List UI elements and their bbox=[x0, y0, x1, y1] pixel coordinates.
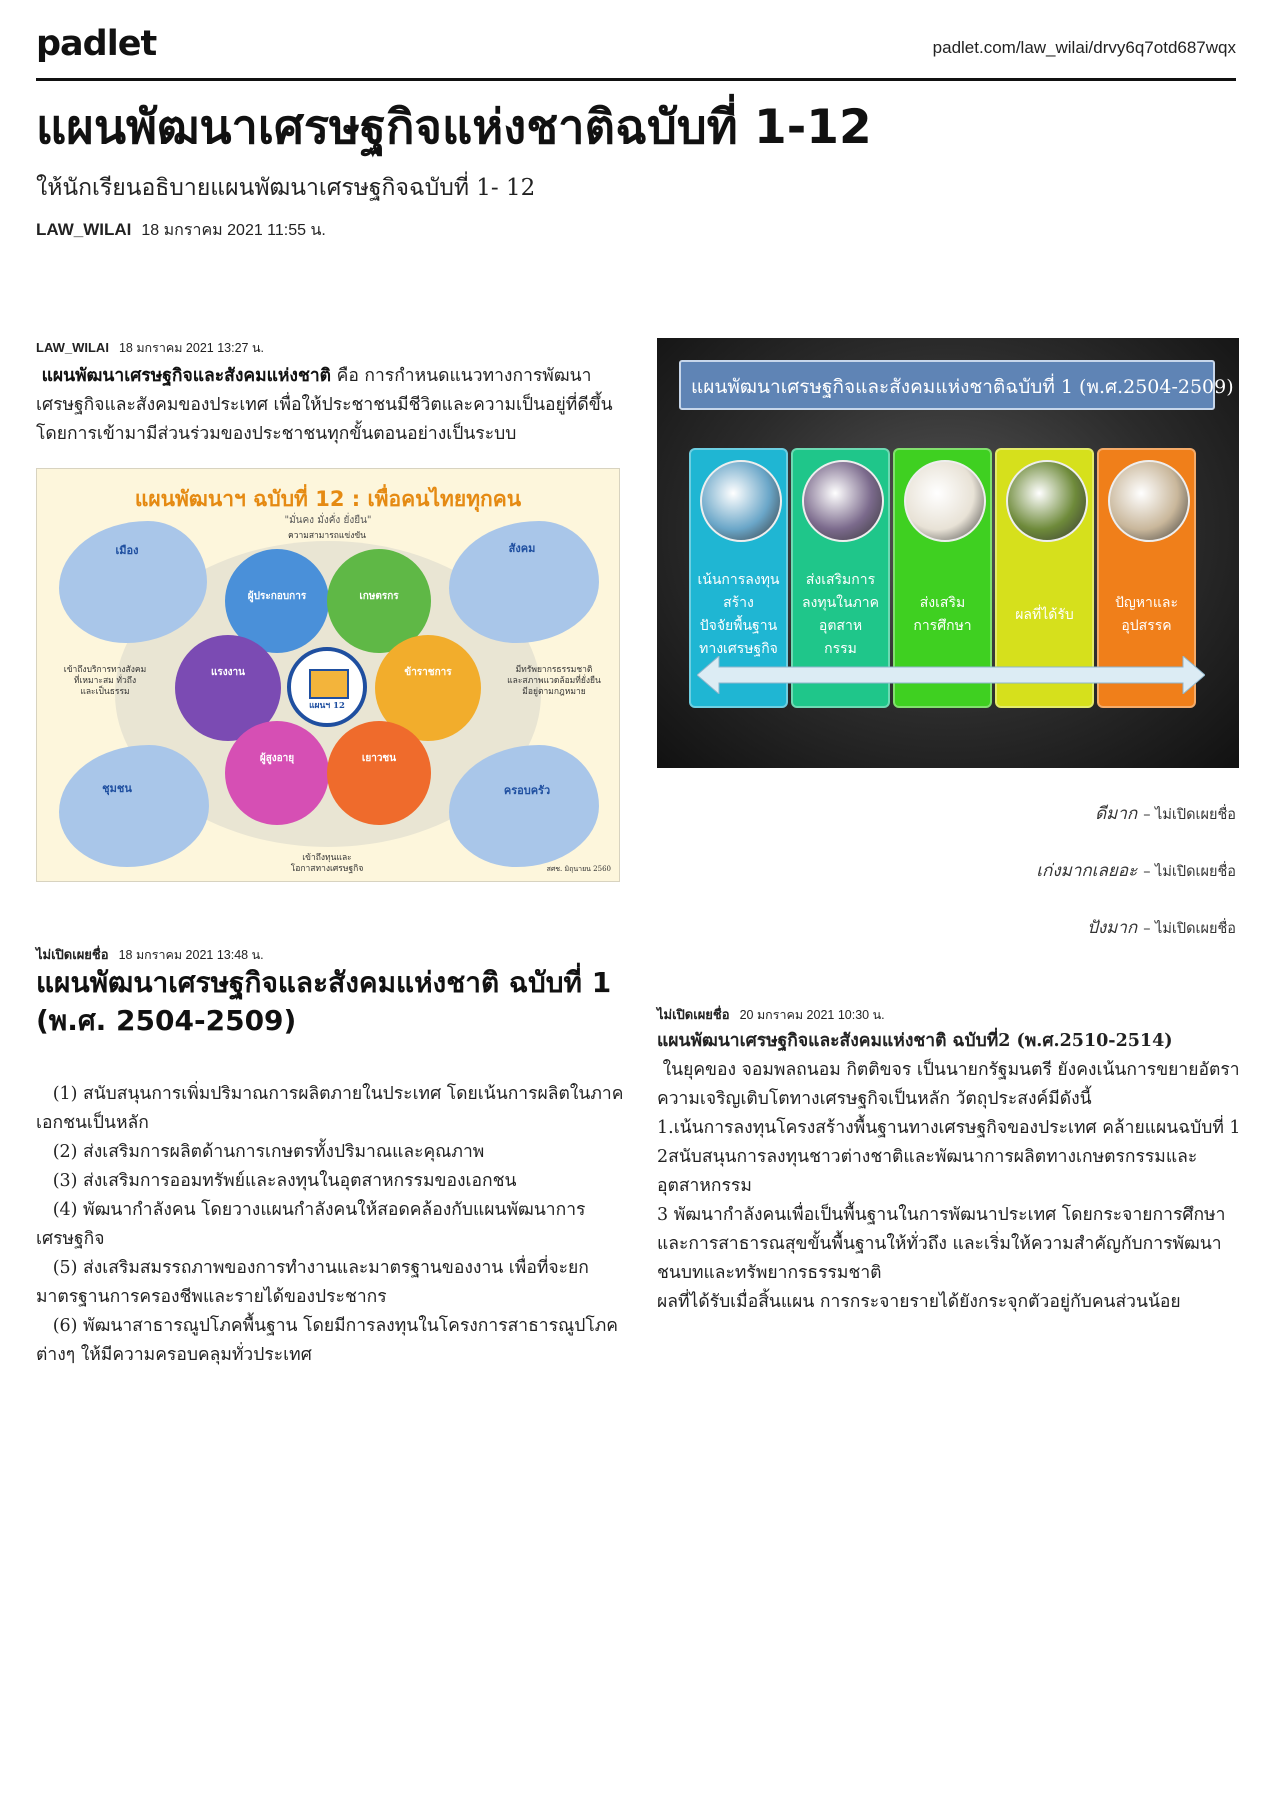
card-text-line: อุปสรรค bbox=[1121, 618, 1172, 634]
ring-label: ความสามารถแข่งขัน bbox=[288, 531, 366, 541]
post-body-line: เอกชนเป็นหลัก bbox=[36, 1113, 149, 1133]
post-body-line: 3 พัฒนากำลังคนเพื่อเป็นพื้นฐานในการพัฒนาประเทศ โดยกระจายการศึกษา bbox=[657, 1205, 1226, 1225]
leaf-city-label: เมือง bbox=[115, 544, 139, 557]
post-body-line: 2สนับสนุนการลงทุนชาวต่างชาติและพัฒนาการผลิตทางเกษตรกรรมและ bbox=[657, 1147, 1198, 1167]
card-text-line: ผลที่ได้รับ bbox=[1015, 606, 1074, 623]
board-description: ให้นักเรียนอธิบายแผนพัฒนาเศรษฐกิจฉบับที่ 1- 12 bbox=[36, 175, 536, 201]
post-body-text: คือ การกำหนดแนวทางการพัฒนา bbox=[331, 366, 592, 386]
slide-title: แผนพัฒนาเศรษฐกิจและสังคมแห่งชาติฉบับที่ 1 (พ.ศ.2504-2509) bbox=[679, 360, 1215, 410]
card-text-line: ปัจจัยพื้นฐาน bbox=[699, 618, 778, 634]
comment-text: ปังมาก bbox=[1087, 918, 1138, 938]
comment-item bbox=[1087, 914, 1236, 941]
circle-elderly bbox=[225, 721, 329, 825]
ring-label-line: มีอยู่ตามกฎหมาย bbox=[522, 687, 586, 697]
circle-elderly-label: ผู้สูงอายุ bbox=[259, 753, 295, 764]
post-body-line: (5) ส่งเสริมสมรรถภาพของการทำงานและมาตรฐานของงาน เพื่อที่จะยก bbox=[36, 1258, 589, 1278]
post-author: ไม่เปิดเผยชื่อ bbox=[657, 1007, 730, 1022]
post-body-line: และการสาธารณสุขขั้นพื้นฐานให้ทั่วถึง และเริ่มให้ความสำคัญกับการพัฒนา bbox=[657, 1234, 1222, 1254]
post-timestamp: 20 มกราคม 2021 10:30 น. bbox=[739, 1008, 885, 1022]
ring-label-line: เข้าถึงทุนและ bbox=[302, 853, 352, 863]
card-text-line: ปัญหาและ bbox=[1114, 595, 1179, 611]
card-text-line: ทางเศรษฐกิจ bbox=[699, 641, 778, 657]
post-title bbox=[36, 964, 636, 1040]
board-meta bbox=[36, 218, 326, 243]
center-book-icon bbox=[287, 647, 367, 727]
post-body-text: เศรษฐกิจและสังคมของประเทศ เพื่อให้ประชาชนมีชีวิตและความเป็นอยู่ที่ดีขึ้น bbox=[36, 395, 613, 415]
book-icon bbox=[309, 669, 349, 699]
post-author: LAW_WILAI bbox=[36, 340, 109, 355]
card-text-line: สร้าง bbox=[723, 595, 754, 611]
post-body-text: โดยการเข้ามามีส่วนร่วมของประชาชนทุกขั้นตอนอย่างเป็นระบบ bbox=[36, 424, 517, 444]
ring-label-line: เข้าถึงบริการทางสังคม bbox=[63, 665, 147, 675]
post-body-bold: แผนพัฒนาเศรษฐกิจและสังคมแห่งชาติ bbox=[41, 366, 332, 386]
post-author: ไม่เปิดเผยชื่อ bbox=[36, 947, 109, 962]
post-body bbox=[36, 1080, 636, 1370]
circle-youth-label: เยาวชน bbox=[361, 753, 397, 764]
post-body-line: 1.เน้นการลงทุนโครงสร้างพื้นฐานทางเศรษฐกิจของประเทศ คล้ายแผนฉบับที่ 1 bbox=[657, 1118, 1241, 1138]
card-text-line: การศึกษา bbox=[913, 618, 972, 634]
ring-label bbox=[267, 853, 387, 875]
infographic-subtitle: "มั่นคง มั่งคั่ง ยั่งยืน" bbox=[284, 515, 372, 526]
infographic-title: แผนพัฒนาฯ ฉบับที่ 12 : เพื่อคนไทยทุกคน bbox=[134, 487, 522, 511]
ring-label-line: มีทรัพยากรธรรมชาติ bbox=[515, 665, 593, 675]
post-body bbox=[657, 1056, 1247, 1317]
card-photo bbox=[802, 460, 884, 542]
post-body-line: ความเจริญเติบโตทางเศรษฐกิจเป็นหลัก วัตถุประสงค์มีดังนี้ bbox=[657, 1089, 1092, 1109]
comment-author: – ไม่เปิดเผยชื่อ bbox=[1143, 807, 1236, 823]
board-title: แผนพัฒนาเศรษฐกิจแห่งชาติฉบับที่ 1-12 bbox=[36, 100, 872, 155]
card-photo bbox=[1006, 460, 1088, 542]
ring-label-line: และสภาพแวดล้อมที่ยั่งยืน bbox=[507, 676, 601, 686]
post-body-line: ชนบทและทรัพยากรธรรมชาติ bbox=[657, 1263, 882, 1283]
post-body-line: มาตรฐานการครองชีพและรายได้ของประชากร bbox=[36, 1287, 387, 1307]
comment-author: – ไม่เปิดเผยชื่อ bbox=[1143, 921, 1236, 937]
comment-text: ดีมาก bbox=[1095, 804, 1138, 824]
post-body-line: ต่างๆ ให้มีความครอบคลุมทั่วประเทศ bbox=[36, 1345, 312, 1365]
post-body-line: เศรษฐกิจ bbox=[36, 1229, 105, 1249]
board-url[interactable]: padlet.com/law_wilai/drvy6q7otd687wqx bbox=[932, 38, 1236, 57]
leaf-community bbox=[59, 745, 209, 867]
post-timestamp: 18 มกราคม 2021 13:27 น. bbox=[118, 341, 264, 355]
padlet-logo[interactable]: padlet bbox=[36, 24, 157, 64]
double-arrow-icon bbox=[697, 656, 1205, 694]
card-photo bbox=[904, 460, 986, 542]
post-timestamp: 18 มกราคม 2021 13:48 น. bbox=[118, 948, 264, 962]
circle-youth bbox=[327, 721, 431, 825]
card-text-line: อุตสาห bbox=[818, 618, 863, 634]
post-body-line: (2) ส่งเสริมการผลิตด้านการเกษตรทั้งปริมาณและคุณภาพ bbox=[36, 1142, 485, 1162]
comment-item bbox=[1095, 800, 1236, 827]
card-text-line: เน้นการลงทุน bbox=[697, 572, 780, 588]
post-meta bbox=[36, 338, 264, 358]
plan12-infographic[interactable] bbox=[36, 468, 620, 882]
post-body-line: (1) สนับสนุนการเพิ่มปริมาณการผลิตภายในประเทศ โดยเน้นการผลิตในภาค bbox=[36, 1084, 624, 1104]
card-text-line: กรรม bbox=[824, 641, 857, 657]
infographic-credit: สศช. มิถุนายน 2560 bbox=[546, 865, 611, 873]
ring-label-line: โอกาสทางเศรษฐกิจ bbox=[290, 864, 364, 874]
board-author: LAW_WILAI bbox=[36, 220, 132, 239]
comment-text: เก่งมากเลยอะ bbox=[1036, 861, 1138, 881]
card-photo bbox=[1108, 460, 1190, 542]
post-title: แผนพัฒนาเศรษฐกิจและสังคมแห่งชาติ ฉบับที่2 (พ.ศ.2510-2514) bbox=[657, 1031, 1173, 1051]
ring-label-line: และเป็นธรรม bbox=[80, 687, 130, 697]
circle-entrepreneur-label: ผู้ประกอบการ bbox=[247, 591, 307, 602]
comment-item bbox=[1036, 857, 1236, 884]
leaf-community-label: ชุมชน bbox=[102, 782, 132, 795]
post-body-line: (6) พัฒนาสาธารณูปโภคพื้นฐาน โดยมีการลงทุนในโครงการสาธารณูปโภค bbox=[36, 1316, 619, 1336]
post-body bbox=[36, 362, 626, 449]
center-label: แผนฯ 12 bbox=[309, 701, 345, 711]
ring-label bbox=[499, 665, 609, 698]
card-photo bbox=[700, 460, 782, 542]
leaf-family-label: ครอบครัว bbox=[503, 784, 551, 797]
ring-label bbox=[55, 665, 155, 698]
plan1-slide-image[interactable] bbox=[657, 338, 1239, 768]
post-title-line: (พ.ศ. 2504-2509) bbox=[36, 1004, 297, 1037]
card-text-line: ส่งเสริมการ bbox=[805, 572, 876, 588]
post-title-line: แผนพัฒนาเศรษฐกิจและสังคมแห่งชาติ ฉบับที่ 1 bbox=[36, 966, 612, 999]
leaf-society-label: สังคม bbox=[508, 542, 536, 555]
circle-labor-label: แรงงาน bbox=[210, 667, 246, 678]
post-body-line: (4) พัฒนากำลังคน โดยวางแผนกำลังคนให้สอดคล้องกับแผนพัฒนาการ bbox=[36, 1200, 586, 1220]
card-text-line: ลงทุนในภาค bbox=[801, 595, 880, 611]
comment-author: – ไม่เปิดเผยชื่อ bbox=[1143, 864, 1236, 880]
header-divider bbox=[36, 78, 1236, 81]
post-meta bbox=[657, 1004, 885, 1025]
post-meta bbox=[36, 944, 264, 965]
card-text-line: ส่งเสริม bbox=[919, 595, 966, 611]
post-body-line: (3) ส่งเสริมการออมทรัพย์และลงทุนในอุตสาหกรรมของเอกชน bbox=[36, 1171, 517, 1191]
ring-label-line: ที่เหมาะสม ทั่วถึง bbox=[73, 676, 137, 686]
board-timestamp: 18 มกราคม 2021 11:55 น. bbox=[141, 222, 326, 239]
post-body-line: ในยุคของ จอมพลถนอม กิตติขจร เป็นนายกรัฐมนตรี ยังคงเน้นการขยายอัตรา bbox=[657, 1060, 1240, 1080]
circle-farmer-label: เกษตรกร bbox=[359, 591, 399, 602]
post-body-line: ผลที่ได้รับเมื่อสิ้นแผน การกระจายรายได้ยังกระจุกตัวอยู่กับคนส่วนน้อย bbox=[657, 1292, 1181, 1312]
circle-civil-servant-label: ข้าราชการ bbox=[404, 667, 452, 678]
post-body-line: อุตสาหกรรม bbox=[657, 1176, 752, 1196]
